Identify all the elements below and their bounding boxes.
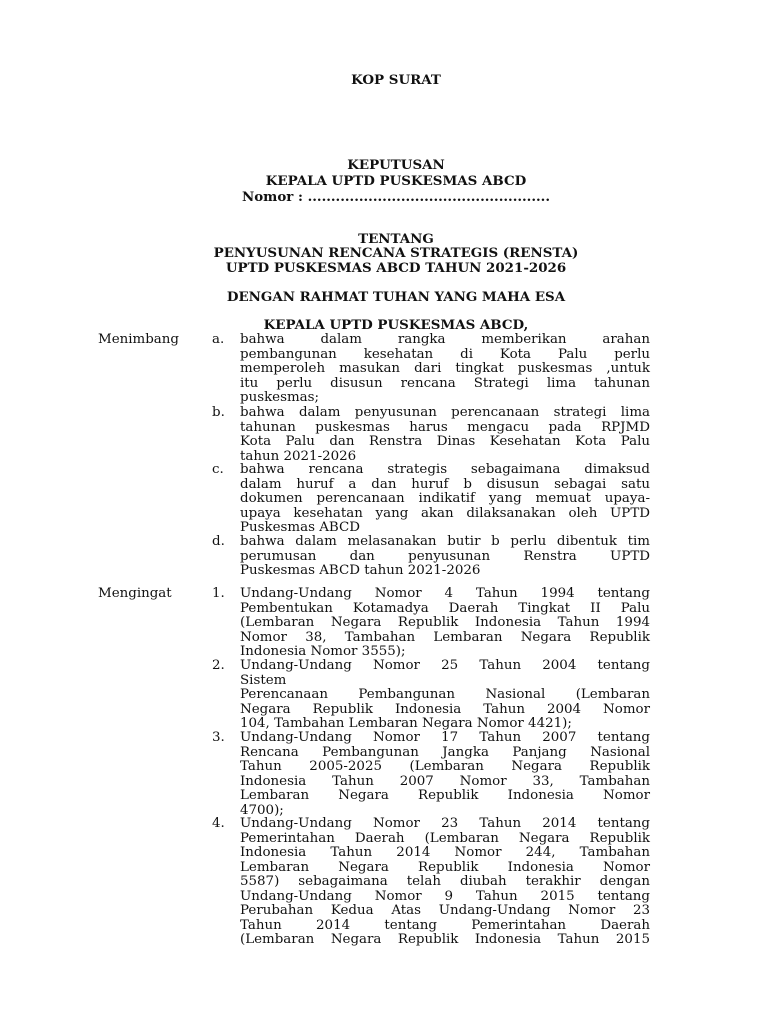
text-line: Undang-Undang Nomor 17 Tahun 2007 tentang bbox=[240, 730, 650, 745]
text-line: Negara Republik Indonesia Tahun 2004 Nomor bbox=[240, 701, 650, 717]
list-marker: d. bbox=[212, 534, 225, 549]
text-line: Tahun 2005-2025 (Lembaran Negara Republik bbox=[240, 759, 650, 774]
list-item bbox=[240, 817, 650, 948]
section-label-menimbang: Menimbang bbox=[98, 332, 179, 347]
text-line: memperoleh masukan dari tingkat puskesmas ,untuk bbox=[240, 361, 650, 376]
list-marker: 3. bbox=[212, 730, 225, 745]
text-line: Indonesia Tahun 2014 Nomor 244, Tambahan bbox=[240, 845, 650, 860]
opening-phrase: DENGAN RAHMAT TUHAN YANG MAHA ESA bbox=[226, 289, 566, 305]
text-line: bahwa dalam rangka memberikan arahan bbox=[240, 332, 650, 347]
text-line: Indonesia Nomor 3555); bbox=[240, 644, 406, 659]
decree-issuer: KEPALA UPTD PUSKESMAS ABCD bbox=[265, 173, 527, 189]
list-marker: 1. bbox=[212, 586, 225, 601]
text-line: puskesmas; bbox=[240, 390, 320, 405]
text-line: dokumen perencanaan indikatif yang memuat upaya- bbox=[240, 491, 650, 506]
text-line: 4700); bbox=[240, 802, 284, 818]
text-line: dalam huruf a dan huruf b disusun sebagai satu bbox=[240, 476, 650, 492]
text-line: Rencana Pembangunan Jangka Panjang Nasional bbox=[240, 744, 650, 760]
text-line: Undang-Undang Nomor 23 Tahun 2014 tentang bbox=[240, 816, 650, 831]
text-line: Puskesmas ABCD tahun 2021-2026 bbox=[240, 563, 481, 578]
text-line: Nomor 38, Tambahan Lembaran Negara Republik bbox=[240, 629, 650, 645]
text-line: Undang-Undang Nomor 4 Tahun 1994 tentang bbox=[240, 586, 650, 601]
decree-title: KEPUTUSAN bbox=[347, 157, 445, 173]
subject-heading: TENTANG bbox=[358, 231, 434, 247]
text-line: Sistem bbox=[240, 672, 287, 688]
text-line: bahwa dalam penyusunan perencanaan strategi lima bbox=[240, 405, 650, 420]
letterhead-placeholder: KOP SURAT bbox=[351, 72, 441, 88]
text-line: bahwa dalam melasanakan butir b perlu dibentuk tim bbox=[240, 534, 650, 549]
subject-line-2: UPTD PUSKESMAS ABCD TAHUN 2021-2026 bbox=[225, 260, 567, 276]
text-line: Lembaran Negara Republik Indonesia Nomor bbox=[240, 788, 650, 803]
text-line: Perencanaan Pembangunan Nasional (Lembaran bbox=[240, 687, 650, 702]
text-line: Indonesia Tahun 2007 Nomor 33, Tambahan bbox=[240, 773, 650, 789]
list-item bbox=[240, 587, 650, 660]
text-line: Lembaran Negara Republik Indonesia Nomor bbox=[240, 859, 650, 875]
text-line: bahwa rencana strategis sebagaimana dimaksud bbox=[240, 462, 650, 477]
text-line: tahun 2021-2026 bbox=[240, 448, 357, 464]
text-line: Undang-Undang Nomor 9 Tahun 2015 tentang bbox=[240, 888, 650, 904]
decree-number: Nomor : .................................................... bbox=[241, 189, 550, 205]
list-marker: b. bbox=[212, 405, 225, 420]
text-line: Puskesmas ABCD bbox=[240, 520, 360, 535]
list-item bbox=[240, 463, 650, 536]
list-marker: 2. bbox=[212, 658, 225, 673]
list-marker: a. bbox=[212, 332, 225, 347]
text-line: (Lembaran Negara Republik Indonesia Tahun 2015 bbox=[240, 932, 650, 947]
text-line: tahunan puskesmas harus mengacu pada RPJMD bbox=[240, 419, 650, 435]
list-marker: 4. bbox=[212, 816, 225, 831]
text-line: Undang-Undang Nomor 25 Tahun 2004 tentang bbox=[240, 658, 650, 673]
text-line: 5587) sebagaimana telah diubah terakhir dengan bbox=[240, 874, 650, 889]
text-line: itu perlu disusun rencana Strategi lima tahunan bbox=[240, 375, 650, 391]
authority-heading: KEPALA UPTD PUSKESMAS ABCD, bbox=[263, 317, 529, 333]
text-line: Pemerintahan Daerah (Lembaran Negara Republik bbox=[240, 830, 650, 846]
text-line: upaya kesehatan yang akan dilaksanakan oleh UPTD bbox=[240, 505, 650, 521]
text-line: (Lembaran Negara Republik Indonesia Tahun 1994 bbox=[240, 615, 650, 630]
text-line: Kota Palu dan Renstra Dinas Kesehatan Kota Palu bbox=[240, 434, 650, 449]
text-line: pembangunan kesehatan di Kota Palu perlu bbox=[240, 346, 650, 362]
section-label-mengingat: Mengingat bbox=[98, 586, 172, 601]
list-item bbox=[240, 659, 650, 732]
text-line: perumusan dan penyusunan Renstra UPTD bbox=[240, 548, 650, 564]
list-item bbox=[240, 333, 650, 406]
list-marker: c. bbox=[212, 462, 224, 477]
text-line: Perubahan Kedua Atas Undang-Undang Nomor 23 bbox=[240, 903, 650, 918]
text-line: Pembentukan Kotamadya Daerah Tingkat II Palu bbox=[240, 600, 650, 616]
text-line: Tahun 2014 tentang Pemerintahan Daerah bbox=[240, 917, 650, 933]
subject-line-1: PENYUSUNAN RENCANA STRATEGIS (RENSTA) bbox=[213, 245, 579, 261]
list-item bbox=[240, 535, 650, 579]
list-item bbox=[240, 731, 650, 818]
text-line: 104, Tambahan Lembaran Negara Nomor 4421); bbox=[240, 716, 572, 731]
list-item bbox=[240, 406, 650, 464]
